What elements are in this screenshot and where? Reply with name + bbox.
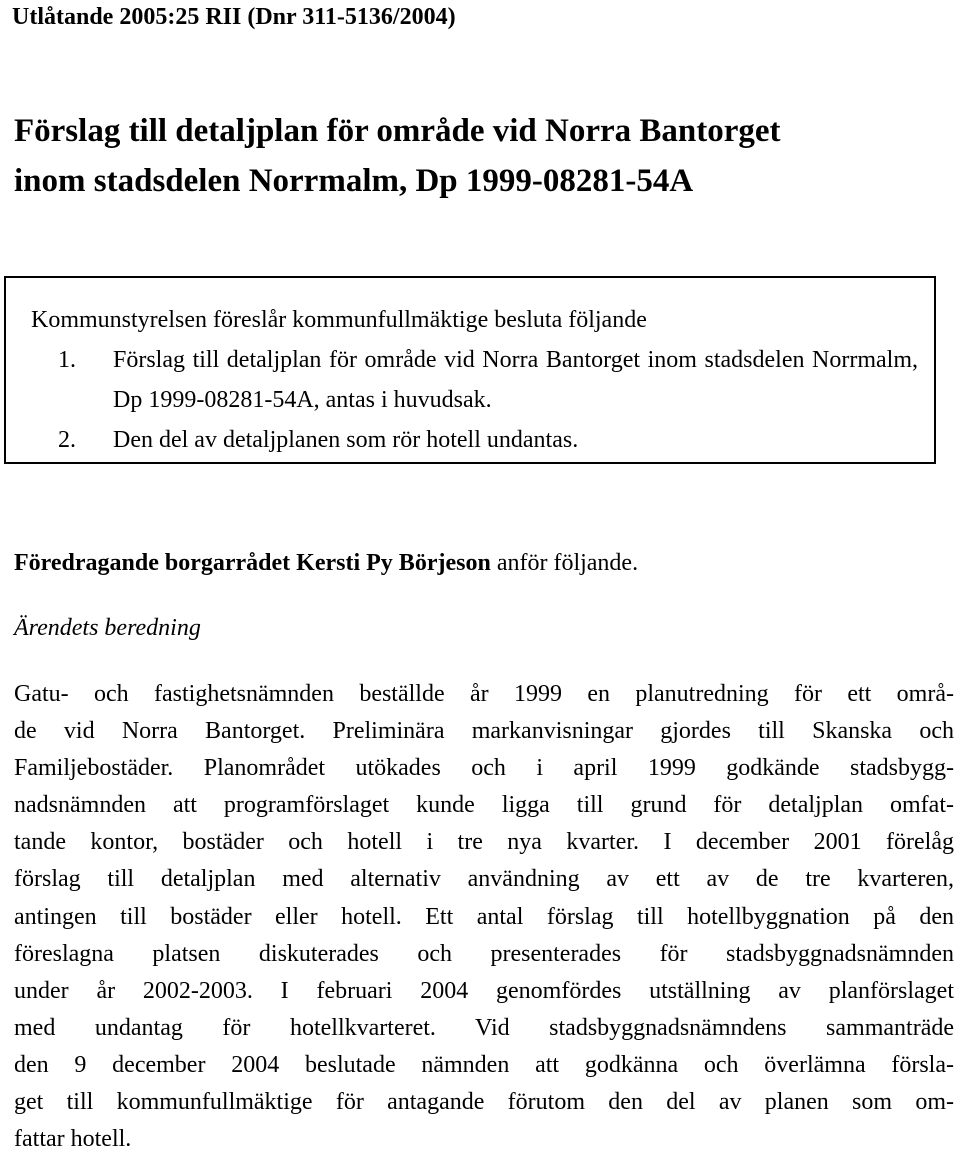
decision-item [58,420,918,460]
body-line: den 9 december 2004 beslutade nämnden att godkänna och överlämna försla- [14,1051,954,1078]
body-line: under år 2002-2003. I februari 2004 genomfördes utställning av planförslaget [14,977,954,1004]
body-line: tande kontor, bostäder och hotell i tre nya kvarter. I december 2001 förelåg [14,829,954,856]
decision-item-number: 2. [58,427,76,453]
presenter-line [14,545,638,581]
document-reference: Utlåtande 2005:25 RII (Dnr 311-5136/2004) [12,4,456,30]
document-title-line: Förslag till detaljplan för område vid Norra Bantorget [14,113,781,149]
presenter-suffix: anför följande. [490,550,639,576]
body-line: Familjebostäder. Planområdet utökades och i april 1999 godkände stadsbygg- [14,755,954,782]
body-line: de vid Norra Bantorget. Preliminära markanvisningar gjordes till Skanska och [14,718,954,745]
body-line: förslag till detaljplan med alternativ användning av ett av de tre kvarteren, [14,866,954,893]
decision-item-number: 1. [58,347,76,373]
presenter-name: Föredragande borgarrådet Kersti Py Börjeson [14,550,491,576]
decision-item-text: Den del av detaljplanen som rör hotell undantas. [113,427,579,453]
document-title-line: inom stadsdelen Norrmalm, Dp 1999-08281-54A [14,163,694,199]
body-paragraph [14,676,954,1158]
body-line: med undantag för hotellkvarteret. Vid stadsbyggnadsnämndens sammanträde [14,1014,954,1041]
decision-list [58,340,918,460]
decision-box [4,276,936,464]
body-line: nadsnämnden att programförslaget kunde ligga till grund för detaljplan omfat- [14,792,954,819]
decision-item-text: Förslag till detaljplan för område vid Norra Bantorget inom stadsdelen Norrmalm, Dp 1999-08281-54A, antas i huvudsak. [113,347,918,413]
body-line: föreslagna platsen diskuterades och presenterades för stadsbyggnadsnämnden [14,940,954,967]
body-line: fattar hotell. [14,1126,132,1153]
decision-intro: Kommunstyrelsen föreslår kommunfullmäktige besluta följande [31,307,647,333]
section-heading: Ärendets beredning [14,615,201,641]
body-line: antingen till bostäder eller hotell. Ett antal förslag till hotellbyggnation på den [14,903,954,930]
body-line: get till kommunfullmäktige för antagande förutom den del av planen som om- [14,1089,954,1116]
document-title [14,106,934,206]
decision-item [58,340,918,420]
body-line: Gatu- och fastighetsnämnden beställde år 1999 en planutredning för ett områ- [14,681,954,707]
